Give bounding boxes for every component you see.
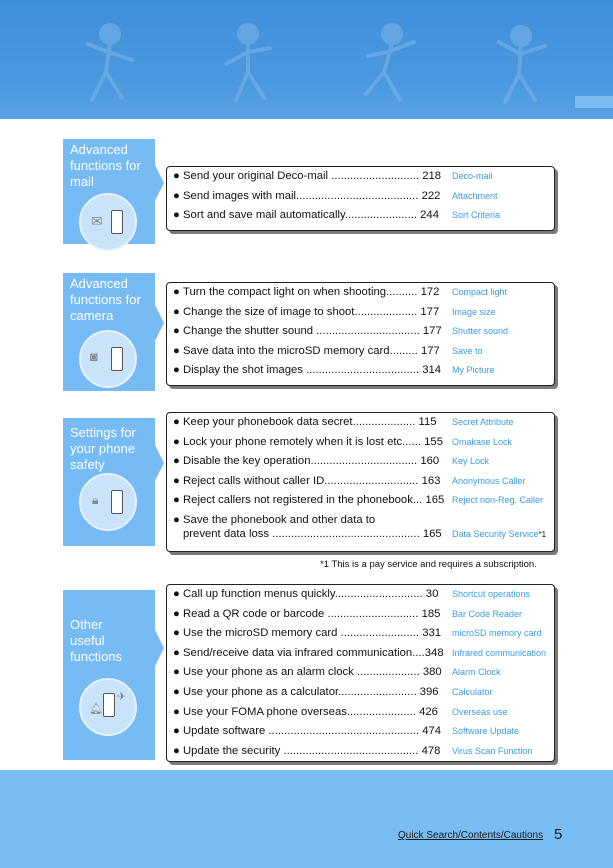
page-number: 244 — [420, 209, 439, 222]
other-features-panel — [166, 584, 555, 762]
item-text: Change the size of image to shoot — [183, 305, 355, 318]
item-text: prevent data loss — [183, 527, 273, 540]
list-item[interactable]: ● Read a QR code or barcode ............................. 185 Bar Code Reader — [173, 607, 523, 620]
list-item[interactable]: ● Display the shot images .................................... 314 My Picture — [173, 364, 495, 377]
phone-icon — [111, 490, 123, 514]
walking-figure-icon — [210, 20, 290, 110]
page-number: 426 — [419, 705, 438, 718]
page-number: 177 — [420, 305, 440, 318]
list-item[interactable]: ● Change the size of image to shoot.................... 177 Image size — [173, 305, 496, 318]
item-text: Sort and save mail automatically — [183, 209, 345, 222]
page-number: 155 — [424, 435, 443, 448]
item-text: Update software — [183, 725, 269, 738]
bell-icon: 🔔︎ — [89, 703, 103, 715]
item-link[interactable]: Shortcut operations — [452, 589, 531, 599]
item-link[interactable]: Software Update — [452, 726, 520, 737]
list-item[interactable]: ● Lock your phone remotely when it is lost etc...... 155 Omakase Lock — [173, 435, 513, 448]
page-number: 331 — [422, 627, 442, 640]
list-item[interactable]: ● Turn the compact light on when shooting.......... 172 Compact light — [173, 286, 508, 298]
page-number: 478 — [421, 744, 441, 757]
page-number: 115 — [418, 416, 437, 428]
list-item[interactable]: ● Use the microSD memory card ......................... 331 microSD memory card — [173, 627, 542, 640]
page-number: 380 — [422, 666, 442, 679]
other-feature-icon — [79, 678, 137, 736]
page-number: 165 — [422, 527, 442, 540]
list-item[interactable]: ● Send/receive data via infrared communication....348 Infrared communication — [173, 646, 547, 659]
section-label-text: Advanced functions for camera — [70, 276, 141, 323]
item-link[interactable]: Compact light — [452, 287, 508, 297]
item-link[interactable]: Attachment — [452, 190, 498, 201]
item-link[interactable]: Sort Criteria — [452, 210, 501, 221]
item-link[interactable]: Alarm Clock — [452, 667, 501, 678]
page-number: 177 — [420, 344, 440, 357]
safety-features-panel — [166, 412, 555, 552]
item-text: Turn the compact light on when shooting — [183, 286, 387, 298]
item-link[interactable]: Data Security Service — [452, 528, 539, 539]
item-link[interactable]: Calculator — [452, 686, 493, 697]
item-text: Save the phonebook and other data to — [183, 513, 376, 526]
envelope-icon: ✉ — [91, 213, 103, 229]
page-number: 165 — [425, 494, 445, 507]
list-item[interactable]: ● Sort and save mail automatically....................... 244 Sort Criteria — [173, 209, 501, 222]
list-item[interactable]: ● Reject calls without caller ID.............................. 163 Anonymous Caller — [173, 474, 526, 487]
item-link[interactable]: Deco-mail — [452, 171, 493, 181]
list-item[interactable]: ● Keep your phonebook data secret.................... 115 Secret Attribute — [173, 416, 514, 428]
item-text: Reject calls without caller ID — [183, 474, 325, 487]
item-link[interactable]: Reject non-Reg. Caller — [452, 495, 544, 506]
item-link[interactable]: Shutter sound — [452, 326, 509, 337]
list-item[interactable]: ● Use your FOMA phone overseas...................... 426 Overseas use — [173, 705, 508, 718]
phone-icon — [111, 347, 123, 371]
item-link[interactable]: Overseas use — [452, 706, 508, 717]
dancing-figure-icon — [70, 20, 150, 110]
item-text: Send/receive data via infrared communication — [183, 646, 413, 659]
arrow-icon — [155, 305, 164, 341]
page-number: 177 — [422, 325, 442, 338]
page-number: 218 — [422, 170, 442, 182]
item-link[interactable]: Bar Code Reader — [452, 608, 523, 619]
page-number: 163 — [421, 474, 441, 487]
list-item[interactable]: ● Update software ................................................ 474 Software Update — [173, 725, 520, 738]
lock-icon: 🔒︎ — [92, 493, 99, 507]
item-text: Use your FOMA phone overseas — [183, 705, 347, 718]
page-number: 396 — [419, 685, 439, 698]
item-link[interactable]: Anonymous Caller — [452, 475, 526, 486]
item-text: Change the shutter sound — [183, 325, 317, 338]
page-number: 185 — [421, 607, 441, 620]
footnote-marker: *1 — [538, 529, 547, 539]
page-number: 30 — [425, 588, 439, 600]
list-item[interactable]: ● Use your phone as a calculator......................... 396 Calculator — [173, 685, 493, 698]
item-link[interactable]: Save to — [452, 345, 483, 356]
item-text: Keep your phonebook data secret — [183, 416, 353, 428]
page-number: 172 — [420, 286, 440, 298]
item-text: Send your original Deco-mail — [183, 170, 332, 182]
item-text: Read a QR code or barcode — [183, 607, 328, 620]
running-figure-icon — [350, 20, 430, 110]
footer-band — [0, 770, 613, 868]
list-item[interactable]: ● Disable the key operation.................................. 160 Key Lock — [173, 455, 490, 468]
list-item[interactable]: ● Save the phonebook and other data to prevent data loss ............................................... 165 Data Security Service*1 — [173, 513, 547, 540]
page-number: 222 — [421, 189, 441, 202]
list-item[interactable]: ● Reject callers not registered in the phonebook... 165 Reject non-Reg. Caller — [173, 494, 544, 507]
list-item[interactable]: ● Send your original Deco-mail ............................ 218 Deco-mail — [173, 170, 493, 182]
arrow-icon — [155, 165, 164, 201]
airplane-icon: ✈ — [117, 691, 127, 703]
arrow-icon — [155, 630, 164, 666]
page-number: 474 — [422, 725, 442, 738]
item-link[interactable]: microSD memory card — [452, 628, 542, 639]
header-banner — [0, 0, 613, 119]
item-text: Call up function menus quickly — [183, 588, 335, 600]
list-item[interactable]: ● Use your phone as an alarm clock .................... 380 Alarm Clock — [173, 666, 501, 679]
list-item[interactable]: ● Save data into the microSD memory card......... 177 Save to — [173, 344, 483, 357]
item-text: Display the shot images — [183, 364, 307, 377]
item-link[interactable]: Image size — [452, 306, 496, 317]
list-item[interactable]: ● Change the shutter sound ................................. 177 Shutter sound — [173, 325, 509, 338]
juggling-figure-icon — [485, 20, 565, 110]
list-item[interactable]: ● Update the security ........................................... 478 Virus Scan Function — [173, 744, 533, 757]
item-text: Send images with mail — [183, 189, 297, 202]
section-label-text: Advanced functions for mail — [70, 142, 141, 189]
item-link[interactable]: Virus Scan Function — [452, 745, 533, 756]
section-label-text: Settings for your phone safety — [70, 425, 136, 472]
page-number: 348 — [424, 646, 444, 659]
item-text: Lock your phone remotely when it is lost etc. — [183, 435, 406, 448]
camera-feature-icon — [79, 330, 137, 388]
header-tab — [575, 96, 613, 108]
camera-features-panel — [166, 282, 555, 386]
quick-search-link[interactable]: Quick Search/Contents/Cautions — [398, 830, 544, 841]
page-number: 314 — [422, 364, 442, 377]
item-link[interactable]: My Picture — [452, 365, 495, 376]
item-text: Save data into the microSD memory card — [183, 344, 390, 357]
mail-feature-icon — [79, 193, 137, 251]
mail-features-panel — [166, 166, 555, 231]
item-text: Reject callers not registered in the phonebook — [183, 494, 413, 507]
safety-feature-icon — [79, 473, 137, 531]
item-link[interactable]: Infrared communication — [452, 647, 547, 658]
phone-icon — [111, 210, 123, 234]
list-item[interactable]: ● Send images with mail....................................... 222 Attachment — [173, 189, 498, 202]
item-text: Use your phone as an alarm clock — [183, 666, 357, 679]
item-text: Use your phone as a calculator — [183, 685, 339, 698]
item-text: Update the security — [183, 744, 284, 757]
page-number: 160 — [420, 455, 440, 468]
list-item[interactable]: ● Call up function menus quickly............................ 30 Shortcut operations — [173, 588, 531, 600]
footnote: *1 This is a pay service and requires a subscription. — [320, 559, 537, 570]
item-link[interactable]: Secret Attribute — [452, 417, 514, 427]
page-number-label: 5 — [554, 826, 563, 843]
phone-icon — [103, 693, 115, 717]
item-text: Disable the key operation — [183, 455, 311, 468]
item-link[interactable]: Omakase Lock — [452, 436, 513, 447]
arrow-icon — [155, 445, 164, 481]
item-link[interactable]: Key Lock — [452, 456, 490, 467]
section-label-text: Other useful functions — [70, 617, 123, 664]
camera-icon: ◙ — [90, 349, 98, 364]
item-text: Use the microSD memory card — [183, 627, 341, 640]
